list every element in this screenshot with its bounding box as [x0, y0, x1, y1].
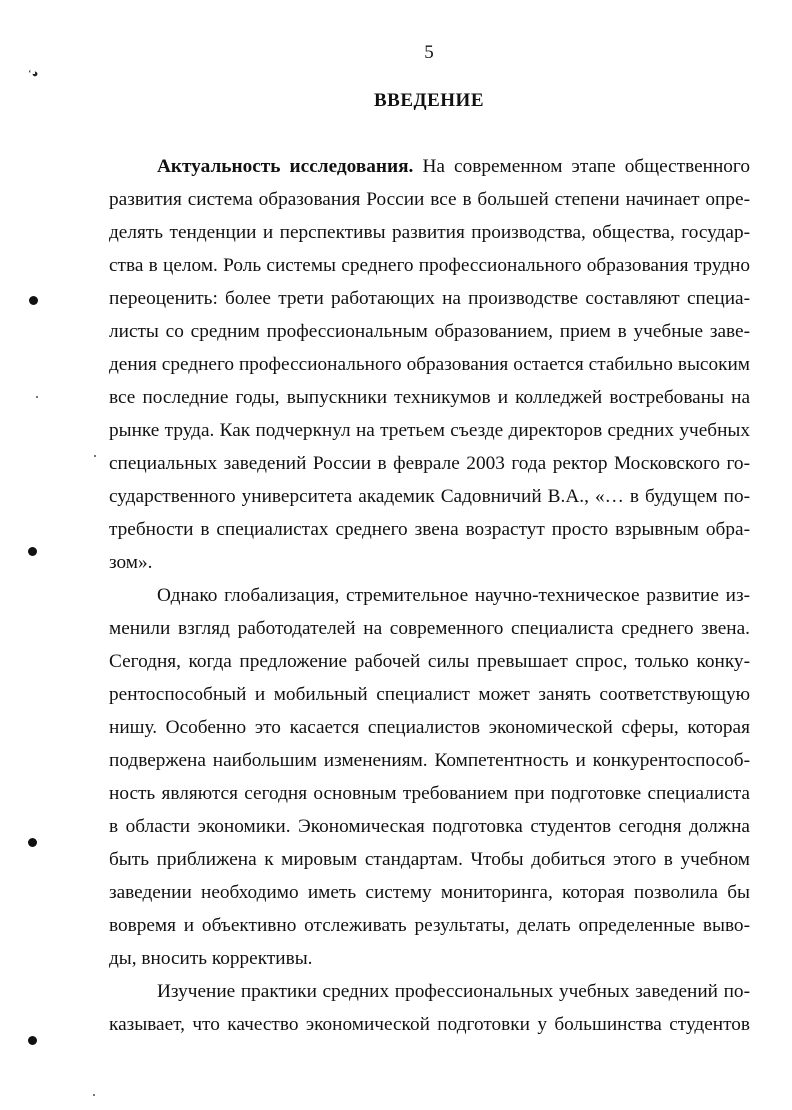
binding-hole — [28, 547, 37, 556]
paragraph-2-line: заведении необходимо иметь систему мониторинга, которая позволила бы — [109, 882, 750, 903]
paragraph-1-line: зом». — [109, 552, 153, 573]
binding-hole — [28, 1036, 37, 1045]
paragraph-1-line: переоценить: более трети работающих на производстве составляют специа- — [109, 288, 750, 309]
lead-term: Актуальность исследования. — [157, 156, 414, 177]
paragraph-3-line: казывает, что качество экономической подготовки у большинства студентов — [109, 1014, 750, 1035]
paragraph-2-line: ды, вносить коррективы. — [109, 948, 313, 969]
paragraph-1-line-1 — [157, 155, 750, 179]
paragraph-2-line: подвержена наибольшим изменениям. Компетентность и конкурентоспособ- — [109, 750, 750, 771]
paragraph-1-line: дения среднего профессионального образования остается стабильно высоким — [109, 354, 750, 375]
paragraph-1-line: листы со средним профессиональным образованием, прием в учебные заве- — [109, 321, 750, 342]
scan-speck — [94, 455, 96, 457]
paragraph-3-line: Изучение практики средних профессиональных учебных заведений по- — [157, 981, 750, 1002]
paragraph-1-line: ства в целом. Роль системы среднего профессионального образования трудно — [109, 255, 750, 276]
paragraph-2-line: Однако глобализация, стремительное научно-техническое развитие из- — [157, 585, 750, 606]
scan-speck — [93, 1094, 95, 1096]
scan-speck — [36, 396, 38, 398]
paragraph-2-line: ность являются сегодня основным требованием при подготовке специалиста — [109, 783, 750, 804]
scan-mark: ʻ◕ — [28, 68, 39, 80]
section-heading: ВВЕДЕНИЕ — [374, 90, 484, 111]
paragraph-1-line: все последние годы, выпускники техникумов и колледжей востребованы на — [109, 387, 750, 408]
paragraph-1-line: сударственного университета академик Садовничий В.А., «… в будущем по- — [109, 486, 750, 507]
paragraph-2-line: быть приближена к мировым стандартам. Чтобы добиться этого в учебном — [109, 849, 750, 870]
paragraph-2-line: Сегодня, когда предложение рабочей силы превышает спрос, только конку- — [109, 651, 750, 672]
paragraph-1-line: рынке труда. Как подчеркнул на третьем съезде директоров средних учебных — [109, 420, 750, 441]
paragraph-1-line: делять тенденции и перспективы развития производства, общества, государ- — [109, 222, 750, 243]
paragraph-2-line: менили взгляд работодателей на современного специалиста среднего звена. — [109, 618, 750, 639]
binding-hole — [29, 296, 38, 305]
paragraph-2-line: в области экономики. Экономическая подготовка студентов сегодня должна — [109, 816, 750, 837]
page-number: 5 — [424, 42, 434, 63]
paragraph-2-line: нишу. Особенно это касается специалистов экономической сферы, которая — [109, 717, 750, 738]
paragraph-2-line: рентоспособный и мобильный специалист может занять соответствующую — [109, 684, 750, 705]
paragraph-1-line-1-text: На современном этапе общественного — [413, 156, 750, 177]
binding-hole — [28, 838, 37, 847]
paragraph-2-line: вовремя и объективно отслеживать результаты, делать определенные выво- — [109, 915, 750, 936]
paragraph-1-line: требности в специалистах среднего звена возрастут просто взрывным обра- — [109, 519, 750, 540]
paragraph-1-line: развития система образования России все в большей степени начинает опре- — [109, 189, 750, 210]
paragraph-1-line: специальных заведений России в феврале 2003 года ректор Московского го- — [109, 453, 750, 474]
